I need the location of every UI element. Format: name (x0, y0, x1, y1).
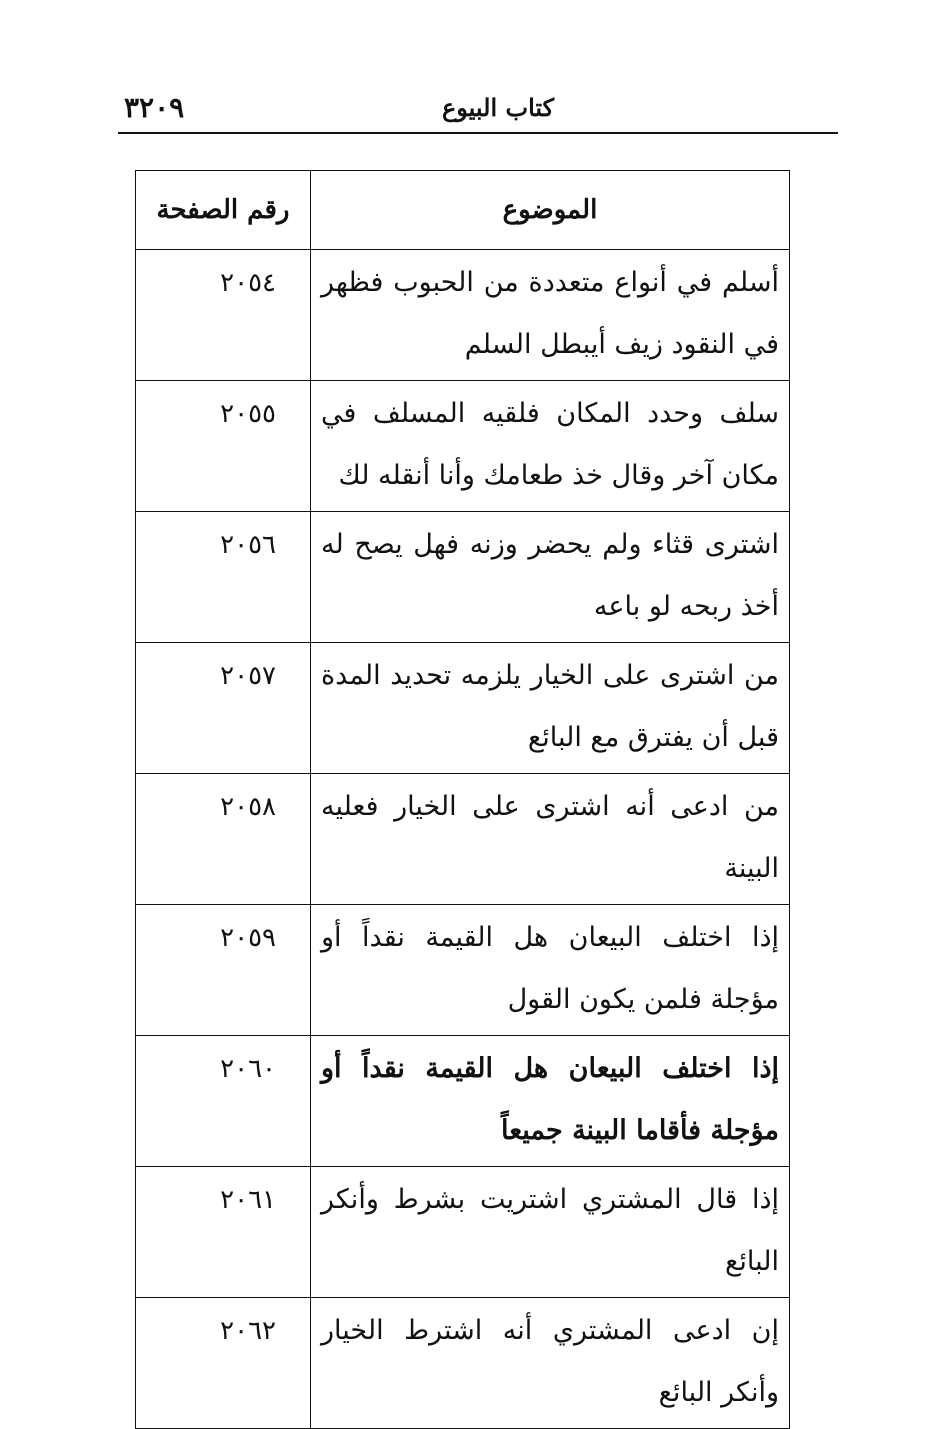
page-number: ٣٢٠٩ (124, 91, 185, 124)
table-row (136, 1298, 790, 1429)
page-header (118, 88, 838, 134)
page-number-cell: ٢٠٥٩ (136, 905, 311, 1036)
table-row (136, 774, 790, 905)
page-number-cell: ٢٠٥٨ (136, 774, 311, 905)
table-body (136, 250, 790, 1429)
page-number-cell: ٢٠٦٠ (136, 1036, 311, 1167)
topic-column-header: الموضوع (311, 171, 790, 250)
topic-cell: من ادعى أنه اشترى على الخيار فعليه البينة (311, 774, 790, 905)
topic-cell: إذا قال المشتري اشتريت بشرط وأنكر البائع (311, 1167, 790, 1298)
topic-cell: أسلم في أنواع متعددة من الحبوب فظهر في النقود زيف أيبطل السلم (311, 250, 790, 381)
index-table (135, 170, 790, 1429)
book-title: كتاب البيوع (441, 93, 555, 122)
topic-cell: إذا اختلف البيعان هل القيمة نقداً أو مؤجلة فأقاما البينة جميعاً (311, 1036, 790, 1167)
topic-cell: سلف وحدد المكان فلقيه المسلف في مكان آخر وقال خذ طعامك وأنا أنقله لك (311, 381, 790, 512)
page-number-cell: ٢٠٥٦ (136, 512, 311, 643)
topic-cell: إذا اختلف البيعان هل القيمة نقداً أو مؤجلة فلمن يكون القول (311, 905, 790, 1036)
table-row (136, 512, 790, 643)
page-number-cell: ٢٠٥٧ (136, 643, 311, 774)
table-row (136, 1036, 790, 1167)
page-number-cell: ٢٠٥٥ (136, 381, 311, 512)
topic-cell: اشترى قثاء ولم يحضر وزنه فهل يصح له أخذ ربحه لو باعه (311, 512, 790, 643)
page-number-cell: ٢٠٦١ (136, 1167, 311, 1298)
page-column-header: رقم الصفحة (136, 171, 311, 250)
table-row (136, 381, 790, 512)
table-row (136, 1167, 790, 1298)
table-row (136, 905, 790, 1036)
table-row (136, 643, 790, 774)
topic-cell: من اشترى على الخيار يلزمه تحديد المدة قبل أن يفترق مع البائع (311, 643, 790, 774)
table-row (136, 250, 790, 381)
page-number-cell: ٢٠٦٢ (136, 1298, 311, 1429)
page-number-cell: ٢٠٥٤ (136, 250, 311, 381)
table-header-row (136, 171, 790, 250)
topic-cell: إن ادعى المشتري أنه اشترط الخيار وأنكر البائع (311, 1298, 790, 1429)
